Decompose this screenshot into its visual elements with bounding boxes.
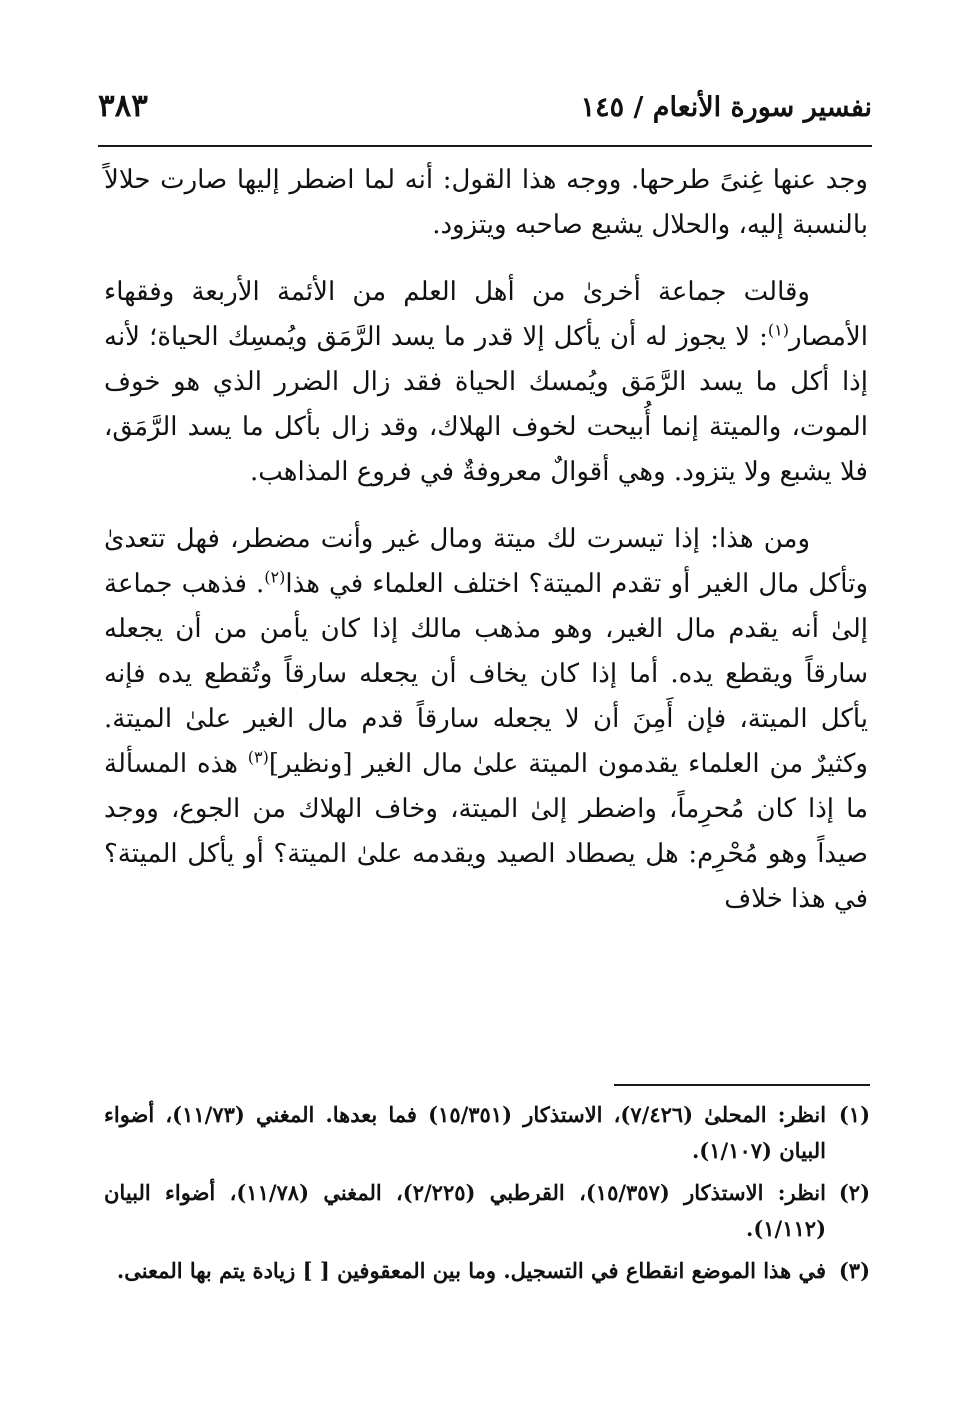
- footnote-divider: [614, 1084, 870, 1086]
- paragraph-2: [104, 270, 868, 495]
- footnote-1-number: (١): [838, 1102, 870, 1127]
- page-header: [98, 88, 872, 136]
- header-divider: [98, 145, 872, 147]
- paragraph-2-text: وقالت جماعة أخرىٰ من أهل العلم من الأئمة الأربعة وفقهاء الأمصار: [104, 277, 868, 352]
- footnote-3-number: (٣): [838, 1258, 870, 1283]
- footnote-ref-1[interactable]: (١): [767, 320, 789, 340]
- page-number: ٣٨٣: [98, 88, 148, 124]
- footnote-2-text: انظر: الاستذكار (١٥/٣٥٧)، القرطبي (٢/٢٢٥)، المغني (١١/٧٨)، أضواء البيان (١/١١٢).: [104, 1180, 826, 1241]
- footnote-1: [104, 1097, 870, 1169]
- footnote-ref-2[interactable]: (٢): [264, 567, 286, 587]
- paragraph-3-text: ومن هذا: إذا تيسرت لك ميتة ومال غير وأنت مضطر، فهل تتعدىٰ وتأكل مال الغير أو تقدم الميتة؟ اختلف العلماء في هذا: [104, 524, 868, 599]
- footnote-ref-3[interactable]: (٣): [247, 747, 269, 767]
- footnotes: [104, 1097, 870, 1295]
- footnote-1-text: انظر: المحلىٰ (٧/٤٢٦)، الاستذكار (١٥/٣٥١) فما بعدها. المغني (١١/٧٣)، أضواء البيان (١/١٠٧).: [104, 1102, 827, 1163]
- paragraph-2-rest: : لا يجوز له أن يأكل إلا قدر ما يسد الرَّمَق ويُمسِك الحياة؛ لأنه إذا أكل ما يسد الرَّمَق ويُمسك الحياة فقد زال الضرر الذي هو خوف الموت، والميتة إنما أُبيحت لخوف الهلاك، وقد زال بأكل ما يسد الرَّمَق، فلا يشبع ولا يتزود. وهي أقوالٌ معروفةٌ في فروع المذاهب.: [104, 322, 868, 487]
- footnote-3-text: في هذا الموضع انقطاع في التسجيل. وما بين المعقوفين [ ] زيادة يتم بها المعنى.: [116, 1258, 826, 1283]
- footnote-2: [104, 1175, 870, 1247]
- footnote-2-number: (٢): [838, 1180, 870, 1205]
- main-text: [104, 158, 868, 922]
- paragraph-3: [104, 517, 868, 922]
- running-title: نفسير سورة الأنعام / ١٤٥: [580, 92, 872, 123]
- footnote-3: [104, 1253, 870, 1289]
- paragraph-3-rest: . فذهب جماعة إلىٰ أنه يقدم مال الغير، وهو مذهب مالك إذا كان يأمن من أن يجعله سارقاً ويقطع يده. أما إذا كان يخاف أن يجعله سارقاً وتُقطع يده فإنه يأكل الميتة، فإن أَمِنَ أن لا يجعله سارقاً قدم مال الغير علىٰ الميتة. وكثيرٌ من العلماء يقدمون الميتة علىٰ مال الغير [ونظير]: [104, 569, 868, 779]
- paragraph-3-end: هذه المسألة ما إذا كان مُحرِماً، واضطر إلىٰ الميتة، وخاف الهلاك من الجوع، ووجد صيداً وهو مُحْرِم: هل يصطاد الصيد ويقدمه علىٰ الميتة؟ أو يأكل الميتة؟ في هذا خلاف: [104, 749, 868, 914]
- paragraph-1: [104, 158, 868, 248]
- paragraph-1-text: وجد عنها غِنىً طرحها. ووجه هذا القول: أنه لما اضطر إليها صارت حلالاً بالنسبة إليه، والحلال يشبع صاحبه ويتزود.: [104, 165, 868, 240]
